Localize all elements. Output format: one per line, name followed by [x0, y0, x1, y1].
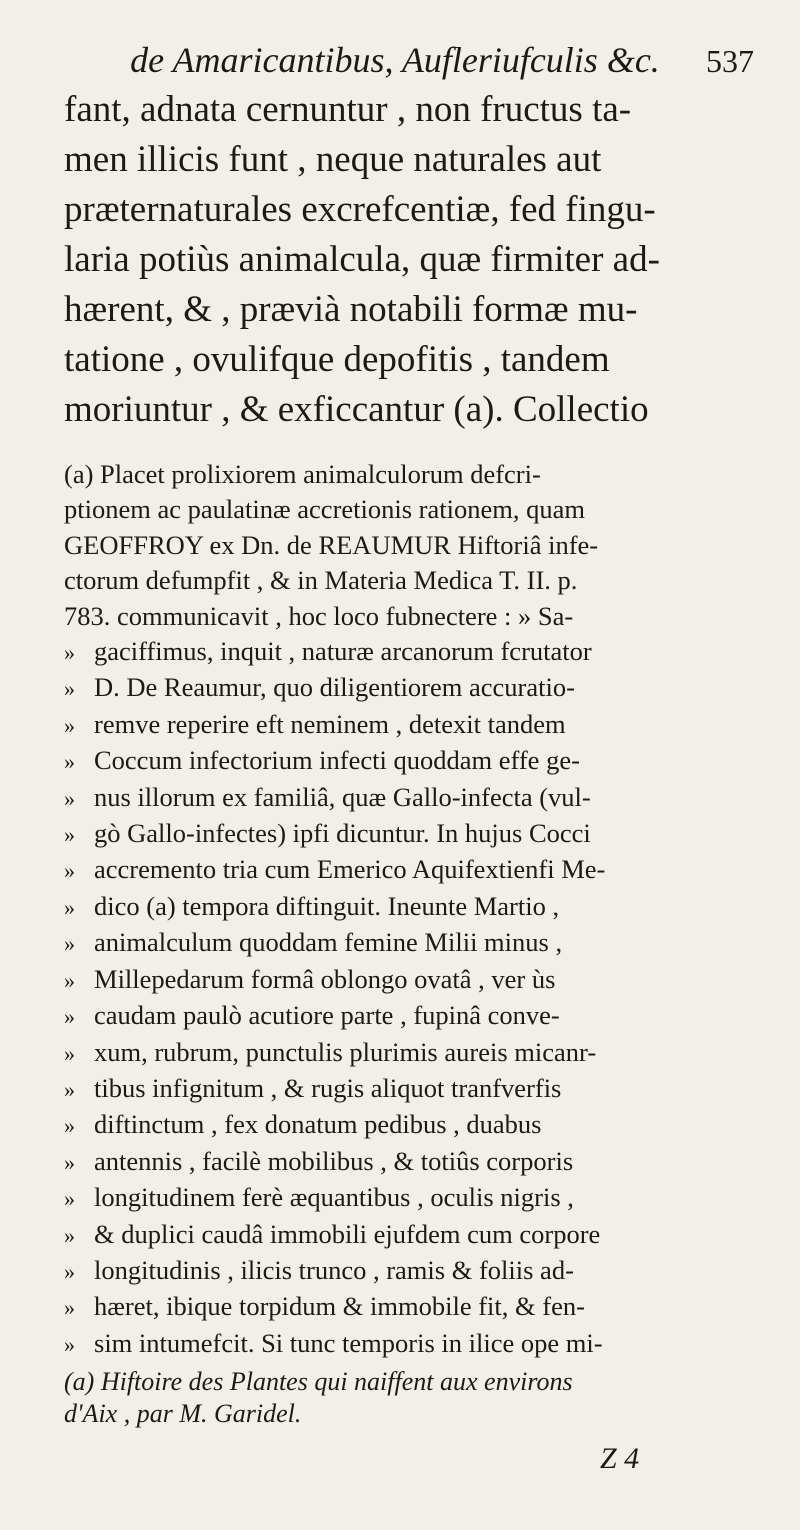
quoted-line	[64, 780, 754, 816]
quote-mark: »	[64, 785, 75, 811]
quoted-text: & duplici caudâ immobili ejufdem cum corpore	[94, 1218, 601, 1249]
text-line: tatione , ovulifque depofitis , tandem	[64, 339, 610, 380]
quoted-line	[64, 743, 754, 779]
note-line: ctorum defumpfit , & in Materia Medica T. II. p.	[64, 565, 578, 596]
quote-mark: »	[64, 967, 75, 993]
footnote-line: (a) Hiftoire des Plantes qui naiffent aux environs	[64, 1367, 573, 1397]
quoted-text: caudam paulò acutiore parte , fupinâ conve-	[94, 1000, 560, 1031]
quoted-line	[64, 1326, 754, 1362]
quoted-line	[64, 925, 754, 961]
quote-mark: »	[64, 1258, 75, 1284]
quote-mark: »	[64, 640, 75, 666]
quote-mark: »	[64, 1222, 75, 1248]
running-title: de Amaricantibus, Aufleriufculis &c.	[130, 40, 660, 80]
quote-mark: »	[64, 858, 75, 884]
note-line: 783. communicavit , hoc loco fubnectere : » Sa-	[64, 600, 574, 631]
quoted-text: Millepedarum formâ oblongo ovatâ , ver ùs	[94, 963, 556, 994]
quoted-text: antennis , facilè mobilibus , & totiûs corporis	[94, 1145, 574, 1176]
text-line: men illicis funt , neque naturales aut	[64, 139, 602, 180]
quoted-line	[64, 816, 754, 852]
quoted-line	[64, 1180, 754, 1216]
footnote-source	[64, 1366, 754, 1430]
quote-mark: »	[64, 1149, 75, 1175]
quote-mark: »	[64, 749, 75, 775]
quote-mark: »	[64, 1186, 75, 1212]
quoted-line	[64, 889, 754, 925]
quoted-text: longitudinem ferè æquantibus , oculis nigris ,	[94, 1182, 574, 1213]
quoted-text: remve reperire eft neminem , detexit tandem	[94, 708, 566, 739]
footnote-line: d'Aix , par M. Garidel.	[64, 1399, 302, 1429]
quote-mark: »	[64, 1295, 75, 1321]
quoted-line	[64, 1107, 754, 1143]
quoted-text: accremento tria cum Emerico Aquifextienfi Me-	[94, 854, 606, 885]
quoted-text: longitudinis , ilicis trunco , ramis & foliis ad-	[94, 1254, 574, 1285]
quoted-text: gaciffimus, inquit , naturæ arcanorum fcrutator	[94, 636, 592, 667]
page-number: 537	[706, 43, 754, 79]
footnote-a	[64, 457, 754, 1362]
quoted-line	[64, 1144, 754, 1180]
text-line: præternaturales excrefcentiæ, fed fingu-	[64, 189, 656, 230]
quoted-text: gò Gallo-infectes) ipfi dicuntur. In hujus Cocci	[94, 818, 591, 849]
quoted-line	[64, 707, 754, 743]
quoted-line	[64, 1289, 754, 1325]
quote-mark: »	[64, 1004, 75, 1030]
quoted-line	[64, 1035, 754, 1071]
quoted-text: tibus infignitum , & rugis aliquot tranfverfis	[94, 1072, 562, 1103]
quote-mark: »	[64, 676, 75, 702]
quote-mark: »	[64, 894, 75, 920]
quote-mark: »	[64, 931, 75, 957]
quoted-text: dico (a) tempora diftinguit. Ineunte Martio ,	[94, 890, 560, 921]
quote-mark: »	[64, 1331, 75, 1357]
note-line: (a) Placet prolixiorem animalculorum defcri-	[64, 459, 541, 489]
quote-mark: »	[64, 822, 75, 848]
quoted-text: animalculum quoddam femine Milii minus ,	[94, 927, 563, 958]
quoted-line	[64, 1253, 754, 1289]
signature-mark: Z 4	[600, 1442, 640, 1475]
quote-mark: »	[64, 1040, 75, 1066]
quoted-text: nus illorum ex familiâ, quæ Gallo-infecta (vul-	[94, 781, 591, 812]
text-line: hærent, & , prævià notabili formæ mu-	[64, 289, 638, 330]
note-line: ptionem ac paulatinæ accretionis rationem, quam	[64, 494, 585, 525]
main-text	[64, 85, 754, 435]
quote-mark: »	[64, 1076, 75, 1102]
quoted-text: sim intumefcit. Si tunc temporis in ilice ope mi-	[94, 1327, 603, 1358]
quoted-line	[64, 1071, 754, 1107]
quoted-line	[64, 962, 754, 998]
quoted-line	[64, 634, 754, 670]
quoted-text: diftinctum , fex donatum pedibus , duabus	[94, 1109, 542, 1140]
text-line: fant, adnata cernuntur , non fructus ta-	[64, 89, 632, 130]
note-line: GEOFFROY ex Dn. de REAUMUR Hiftoriâ infe-	[64, 529, 599, 560]
text-line: laria potiùs animalcula, quæ firmiter ad-	[64, 239, 660, 280]
text-line: moriuntur , & exficcantur (a). Collectio	[64, 389, 649, 430]
quoted-text: D. De Reaumur, quo diligentiorem accuratio-	[94, 672, 575, 703]
quoted-line	[64, 1217, 754, 1253]
quoted-line	[64, 998, 754, 1034]
quoted-line	[64, 852, 754, 888]
quote-mark: »	[64, 712, 75, 738]
quoted-passage	[64, 634, 754, 1362]
quoted-text: Coccum infectorium infecti quoddam effe ge-	[94, 745, 580, 776]
running-head	[64, 40, 754, 81]
quoted-text: hæret, ibique torpidum & immobile fit, & fen-	[94, 1291, 585, 1322]
quoted-text: xum, rubrum, punctulis plurimis aureis micanr-	[94, 1036, 597, 1067]
quoted-line	[64, 670, 754, 706]
quote-mark: »	[64, 1113, 75, 1139]
